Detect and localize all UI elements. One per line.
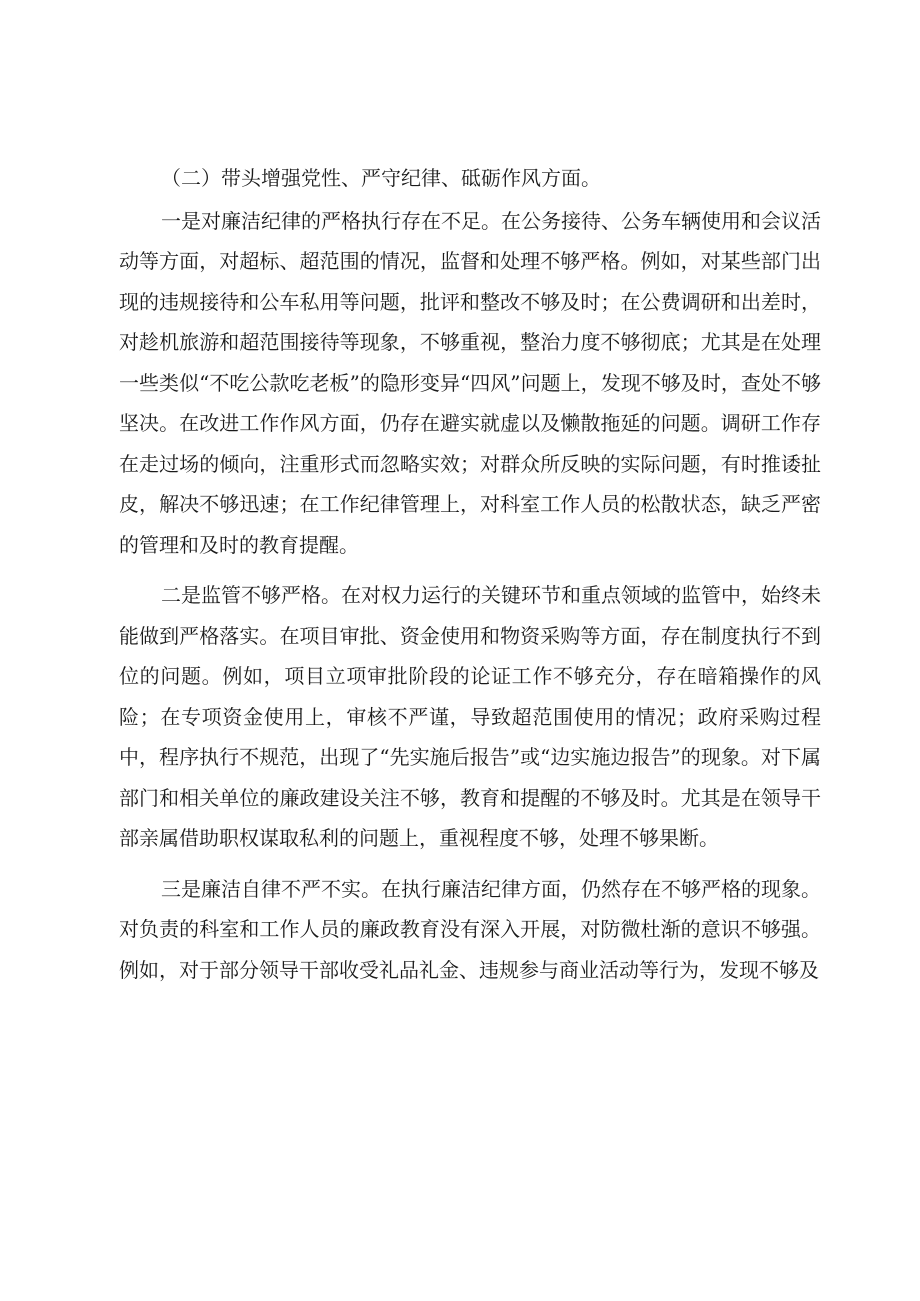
paragraph-1: 一是对廉洁纪律的严格执行存在不足。在公务接待、公务车辆使用和会议活动等方面，对超标、超范围的情况，监督和处理不够严格。例如，对某些部门出现的违规接待和公车私用等问题，批评和整改不够及时；在公费调研和出差时，对趁机旅游和超范围接待等现象，不够重视，整治力度不够彻底；尤其是在处理一些类似“不吃公款吃老板”的隐形变异“四风”问题上，发现不够及时，查处不够坚决。在改进工作作风方面，仍存在避实就虚以及懒散拖延的问题。调研工作存在走过场的倾向，注重形式而忽略实效；对群众所反映的实际问题，有时推诿扯皮，解决不够迅速；在工作纪律管理上，对科室工作人员的松散状态，缺乏严密的管理和及时的教育提醒。 xyxy=(119,208,821,557)
paragraph-3: 三是廉洁自律不严不实。在执行廉洁纪律方面，仍然存在不够严格的现象。对负责的科室和工作人员的廉政教育没有深入开展，对防微杜渐的意识不够强。例如，对于部分领导干部收受礼品礼金、违规参与商业活动等行为，发现不够及 xyxy=(119,876,821,982)
document-body xyxy=(119,158,821,990)
section-heading: （二）带头增强党性、严守纪律、砥砺作风方面。 xyxy=(161,166,601,190)
paragraph-2: 二是监管不够严格。在对权力运行的关键环节和重点领域的监管中，始终未能做到严格落实。在项目审批、资金使用和物资采购等方面，存在制度执行不到位的问题。例如，项目立项审批阶段的论证工作不够充分，存在暗箱操作的风险；在专项资金使用上，审核不严谨，导致超范围使用的情况；政府采购过程中，程序执行不规范，出现了“先实施后报告”或“边实施边报告”的现象。对下属部门和相关单位的廉政建设关注不够，教育和提醒的不够及时。尤其是在领导干部亲属借助职权谋取私利的问题上，重视程度不够，处理不够果断。 xyxy=(119,583,821,850)
